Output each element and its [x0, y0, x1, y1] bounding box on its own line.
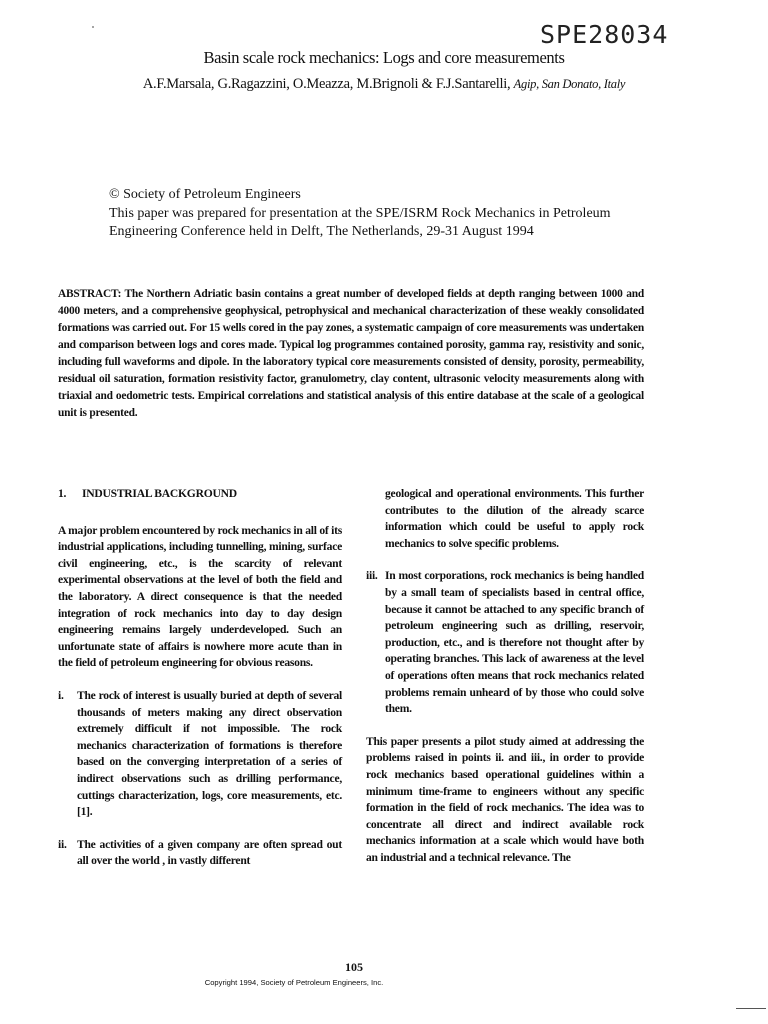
- copyright-notice: [109, 186, 669, 242]
- list-item-text: The rock of interest is usually buried at depth of several thousands of meters making any direct observation extremely difficult if not impossible. The rock mechanics characterization of formations is therefore based on the converging interpretation of a series of indirect observations such as drilling performance, cuttings characterization, logs, core measurements, etc. [1].: [77, 688, 342, 819]
- section-number: 1.: [58, 487, 67, 500]
- scan-mark: [736, 1008, 766, 1009]
- left-column: [58, 486, 342, 870]
- section-heading: [58, 486, 342, 503]
- scan-speck: [92, 26, 94, 28]
- closing-paragraph: This paper presents a pilot study aimed at addressing the problems raised in points ii. and iii., in order to provide rock mechanics based operational guidelines within a minimum time-frame to engineers without any specific formation in the field of rock mechanics. The idea was to concentrate all direct and indirect available rock mechanics information at a scale which would have both an industrial and a technical relevance. The: [366, 734, 644, 864]
- author-line: [0, 76, 768, 93]
- presentation-line: This paper was prepared for presentation at the SPE/ISRM Rock Mechanics in Petroleum: [109, 205, 611, 221]
- section-title: INDUSTRIAL BACKGROUND: [82, 487, 237, 500]
- right-column: [366, 486, 644, 866]
- list-marker: ii.: [58, 837, 67, 851]
- paper-title: Basin scale rock mechanics: Logs and core measurements: [203, 48, 565, 67]
- author-names: A.F.Marsala, G.Ragazzini, O.Meazza, M.Brignoli & F.J.Santarelli,: [142, 76, 511, 92]
- list-item-text: In most corporations, rock mechanics is being handled by a small team of specialists based in central office, because it cannot be attached to any specific branch of petroleum engineering such as drilling, reservoir, production, etc., and is therefore not thought after by operating branches. This lack of awareness at the level of operations often means that rock mechanics related problems remain unheard of by those who could solve them.: [385, 569, 644, 716]
- list-item-ii: [58, 837, 342, 870]
- page-number: 105: [345, 960, 363, 974]
- list-marker: i.: [58, 688, 64, 702]
- conference-line: Engineering Conference held in Delft, The Netherlands, 29-31 August 1994: [109, 224, 534, 239]
- list-item-iii: [366, 568, 644, 717]
- list-item-i: [58, 688, 342, 821]
- abstract: [58, 286, 644, 422]
- abstract-text: The Northern Adriatic basin contains a great number of developed fields at depth ranging between 1000 and 4000 meters, and a comprehensive geophysical, petrophysical and mechanical characterization of these weakly consolidated formations was carried out. For 15 wells cored in the pay zones, a systematic campaign of core measurements was undertaken and comparison between logs and cores made. Typical log programmes contained porosity, gamma ray, resistivity and sonic, including full waveforms and dipole. In the laboratory typical core measurements consisted of density, porosity, permeability, residual oil saturation, formation resistivity factor, granulometry, clay content, ultrasonic velocity measurements along with triaxial and oedometric tests. Empirical correlations and statistical analysis of this entire database at the scale of a geological unit is presented.: [58, 288, 644, 419]
- copyright-line: © Society of Petroleum Engineers: [109, 187, 301, 202]
- author-affiliation: Agip, San Donato, Italy: [513, 77, 626, 91]
- list-item-text: geological and operational environments. This further contributes to the dilution of the already scarce information which could be useful to apply rock mechanics to solve specific problems.: [385, 487, 644, 550]
- footer-copyright: Copyright 1994, Society of Petroleum Engineers, Inc.: [204, 978, 384, 987]
- list-marker: iii.: [366, 569, 378, 583]
- list-item-ii-continued: [366, 486, 644, 552]
- abstract-label: ABSTRACT:: [58, 288, 122, 300]
- list-item-text: The activities of a given company are often spread out all over the world , in vastly different: [77, 837, 342, 868]
- paper-id-stamp: SPE28034: [540, 20, 669, 49]
- intro-paragraph: A major problem encountered by rock mechanics in all of its industrial applications, including tunnelling, mining, surface civil engineering, etc., is the scarcity of relevant experimental observations at the level of both the field and the laboratory. A direct consequence is that the needed integration of rock mechanics into day to day design engineering remains largely underdeveloped. Such an unfortunate state of affairs is nowhere more acute than in the field of petroleum engineering for obvious reasons.: [58, 523, 342, 670]
